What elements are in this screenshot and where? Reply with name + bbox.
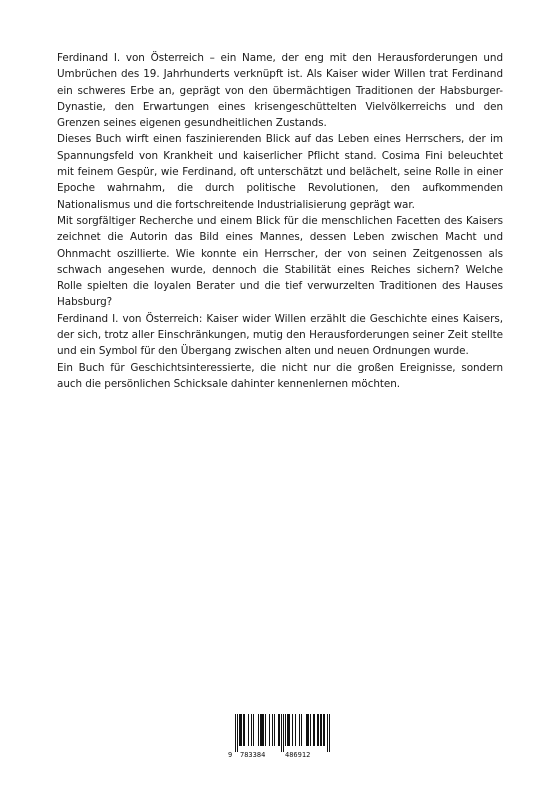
barcode-bar — [299, 714, 300, 746]
barcode-bar — [253, 714, 254, 746]
barcode-bar — [251, 714, 252, 746]
barcode-bar — [289, 714, 290, 746]
barcode-bar — [323, 714, 324, 746]
back-cover-blurb — [57, 50, 503, 392]
barcode-bar — [241, 714, 242, 746]
barcode-bar — [295, 714, 296, 746]
blurb-paragraph-2: Dieses Buch wirft einen faszinierenden Blick auf das Leben eines Herrschers, der im Spannungsfeld von Krankheit und kaiserlicher Pflicht stand. Cosima Fini beleuchtet mit feinem Gespür, wie Ferdinand, oft unterschätzt und belächelt, seine Rolle in einer Epoche wahrnahm, die durch politische Revolutionen, den aufkommenden Nationalismus und die fortschreitende Industrialisierung geprägt war. — [57, 133, 503, 211]
blurb-paragraph-1: Ferdinand I. von Österreich – ein Name, der eng mit den Herausforderungen und Umbrüchen des 19. Jahrhunderts verknüpft ist. Als Kaiser wider Willen trat Ferdinand ein schweres Erbe an, geprägt von den übermächtigen Traditionen der Habsburger-Dynastie, den Erwartungen eines krisengeschüttelten Vielvölkerreichs und den Grenzen seines eigenen gesundheitlichen Zustands. — [57, 52, 503, 130]
barcode-right-group: 486912 — [285, 751, 311, 759]
barcode-bar — [278, 714, 279, 746]
barcode-bar — [260, 714, 261, 746]
barcode-bar — [239, 714, 240, 746]
barcode-guard-bar — [327, 714, 328, 752]
barcode-bar — [310, 714, 311, 746]
blurb-paragraph-5: Ein Buch für Geschichtsinteressierte, die nicht nur die großen Ereignisse, sondern auch die persönlichen Schicksale dahinter kennenlernen möchten. — [57, 361, 503, 390]
barcode-bar — [263, 714, 264, 746]
barcode-digits — [226, 749, 332, 761]
barcode-bars — [226, 712, 332, 752]
barcode-bar — [318, 714, 319, 746]
barcode-bar — [317, 714, 318, 746]
blurb-paragraph-4: Ferdinand I. von Österreich: Kaiser wider Willen erzählt die Geschichte eines Kaisers, der sich, trotz aller Einschränkungen, mutig den Herausforderungen seiner Zeit stellte und ein Symbol für den Übergang zwischen alten und neuen Ordnungen wurde. — [57, 312, 503, 358]
barcode-guard-bar — [237, 714, 238, 752]
barcode-left-group: 783384 — [240, 751, 266, 759]
barcode-guard-bar — [283, 714, 284, 752]
barcode-bar — [308, 714, 309, 746]
barcode-guard-bar — [281, 714, 282, 752]
barcode-bar — [279, 714, 280, 746]
barcode-bar — [292, 714, 293, 746]
barcode-bar — [301, 714, 302, 746]
barcode-bar — [258, 714, 259, 746]
barcode-bar — [248, 714, 249, 746]
barcode-bar — [244, 714, 245, 746]
barcode-bar — [288, 714, 289, 746]
barcode-bar — [314, 714, 315, 746]
barcode-bar — [321, 714, 322, 746]
barcode-bar — [307, 714, 308, 746]
barcode-lead-digit: 9 — [228, 751, 233, 759]
barcode-guard-bar — [329, 714, 330, 752]
barcode-bar — [324, 714, 325, 746]
barcode-bar — [269, 714, 270, 746]
barcode-bar — [274, 714, 275, 746]
barcode-bar — [285, 714, 286, 746]
barcode-bar — [313, 714, 314, 746]
barcode-bar — [306, 714, 307, 746]
barcode-bar — [320, 714, 321, 746]
barcode-bar — [262, 714, 263, 746]
barcode-bar — [240, 714, 241, 746]
barcode-bar — [265, 714, 266, 746]
barcode-bar — [261, 714, 262, 746]
barcode-bar — [272, 714, 273, 746]
barcode-guard-bar — [235, 714, 236, 752]
isbn-barcode — [226, 712, 332, 764]
blurb-paragraph-3: Mit sorgfältiger Recherche und einem Blick für die menschlichen Facetten des Kaisers zeichnet die Autorin das Bild eines Mannes, dessen Leben zwischen Macht und Ohnmacht oszillierte. Wie konnte ein Herrscher, der von seinen Zeitgenossen als schwach angesehen wurde, dennoch die Stabilität eines Reiches sichern? Welche Rolle spielten die loyalen Berater und die tief verwurzelten Traditionen des Hauses Habsburg? — [57, 214, 503, 309]
barcode-bar — [243, 714, 244, 746]
barcode-bar — [287, 714, 288, 746]
